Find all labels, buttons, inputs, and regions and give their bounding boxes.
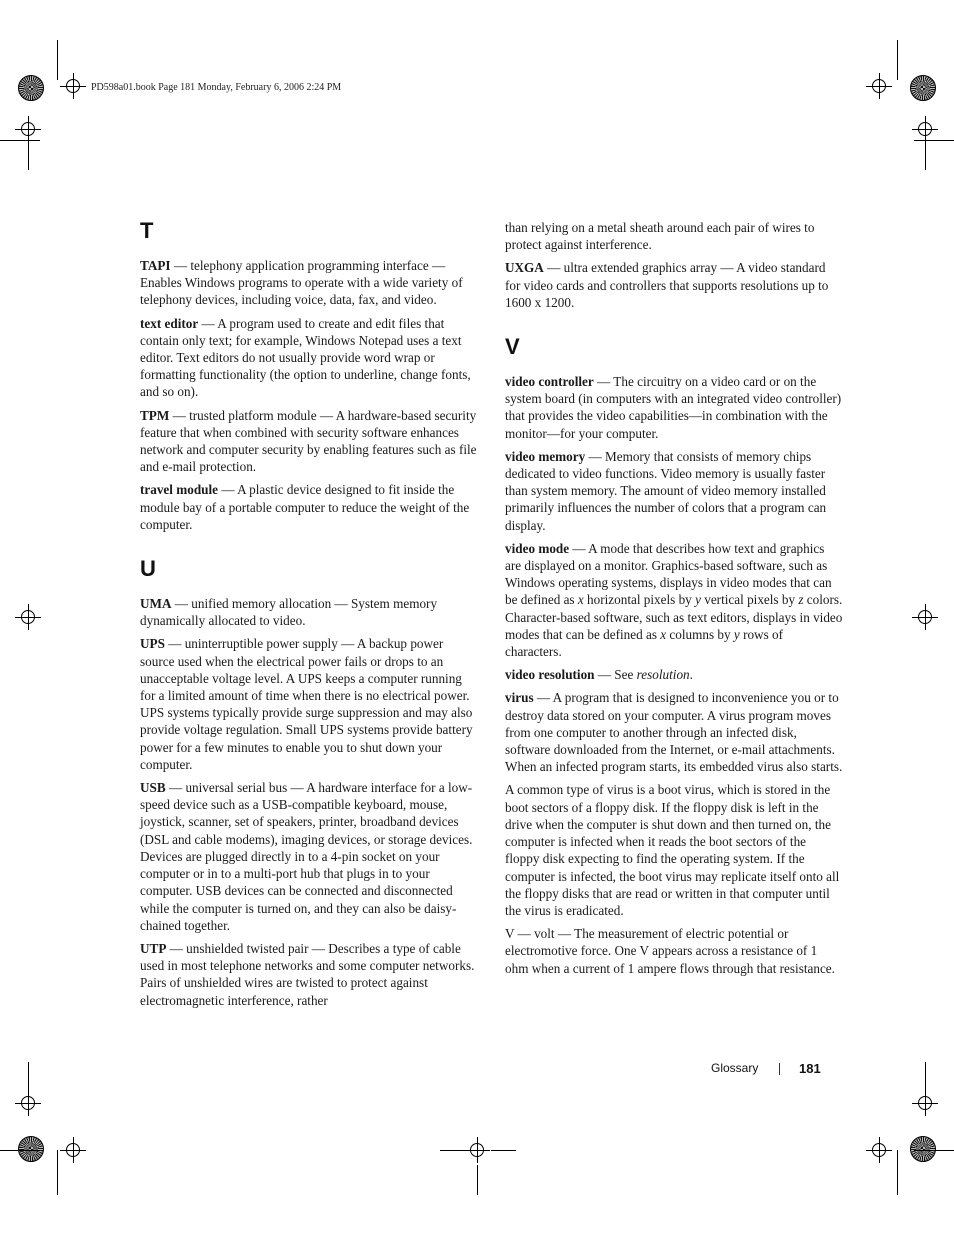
definition: — volt — The measurement of electric potential or electromotive force. One V appears across a resistance of 1 ohm when a current of 1 ampere flows through that resistance. [505,926,835,976]
variable: z [798,592,804,608]
term: UPS [140,636,165,652]
entry-virus [505,689,843,775]
entry-video-controller [505,373,843,442]
entry-video-resolution [505,666,843,683]
entry-text-editor [140,315,478,401]
registration-wheel-icon [18,1136,44,1162]
crop-line [491,1150,516,1151]
crop-line [897,1150,898,1195]
registration-wheel-icon [910,1136,936,1162]
entry-usb [140,779,478,934]
definition: — trusted platform module — A hardware-based security feature that when combined with security software enhances network and computer security by enabling features such as file and e-mail protection. [140,407,477,475]
crop-line [897,40,898,80]
crop-line [0,140,40,141]
crop-line [914,140,954,141]
page-number: 181 [799,1061,821,1076]
entry-uxga [505,259,843,311]
definition: — A mode that describes how text and graphics are displayed on a monitor. Graphics-based software, such as Windows operating systems, displays in video modes that can be defined as [505,540,832,608]
definition: — uninterruptible power supply — A backup power source used when the electrical power fails or drops to an unacceptable voltage level. A UPS keeps a computer running for a limited amount of time when there is no electrical power. UPS systems typically provide surge suppression and may also provide voltage regulation. Small UPS systems provide battery power for a few minutes to enable you to shut down your computer. [140,636,473,772]
entry-video-mode [505,540,843,660]
term: UXGA [505,260,544,276]
variable: x [660,626,667,642]
definition: rows of characters. [505,626,783,660]
term: UTP [140,940,167,956]
term: travel module [140,482,219,498]
variable: y [695,592,701,608]
entry-travel-module [140,481,478,533]
term: UMA [140,596,172,612]
entry-tpm [140,407,478,476]
term: video mode [505,540,570,556]
variable: x [577,592,584,608]
footer-section-label: Glossary [711,1061,759,1075]
entry-tapi [140,257,478,309]
entry-volt [505,925,843,977]
crop-line [477,1165,478,1195]
crop-line [57,1150,58,1195]
entry-virus-paragraph-2: A common type of virus is a boot virus, which is stored in the boot sectors of a floppy disk. If the floppy disk is left in the drive when the computer is shut down and then turned on, the computer is infected when it reads the boot sectors of the floppy disk expecting to find the operating system. If the computer is infected, the boot virus may replicate itself onto all the floppy disks that are read or written in that computer until the virus is eradicated. [505,782,840,918]
entry-ups [140,635,478,773]
registration-wheel-icon [910,75,936,101]
crop-line [925,135,926,170]
definition: — A plastic device designed to fit inside the module bay of a portable computer to reduce the weight of the computer. [140,482,470,532]
cross-reference: resolution [636,667,690,683]
crop-line [440,1150,465,1151]
definition: — telephony application programming interface — Enables Windows programs to operate with a wide variety of telephony devices, including voice, data, fax, and video. [140,258,463,308]
definition: — unified memory allocation — System memory dynamically allocated to video. [140,596,438,629]
definition: horizontal pixels by [583,592,696,608]
punctuation: . [689,667,693,683]
term: video memory [505,448,586,464]
term: USB [140,780,166,796]
definition: — A program used to create and edit files that contain only text; for example, Windows Notepad uses a text editor. Text editors do not usually provide word wrap or formatting functionality (the option to underline, change fonts, and so on). [140,315,471,400]
term: text editor [140,315,199,331]
definition: columns by [666,626,734,642]
term: virus [505,690,534,706]
footer-divider [779,1063,780,1075]
definition: — The circuitry on a video card or on the system board (in computers with an integrated video controller) that provides the video capabilities—in combination with the monitor—for your computer. [505,374,842,441]
crop-line [28,1062,29,1092]
crop-line [0,1150,40,1151]
entry-video-memory [505,448,843,534]
registration-wheel-icon [18,75,44,101]
section-letter-t: T [140,218,154,243]
entry-utp-continued: than relying on a metal sheath around each pair of wires to protect against interference. [505,220,815,253]
section-letter-u: U [140,556,156,582]
term: V [505,926,515,942]
definition: colors. Character-based software, such as text editors, displays in video modes that can be defined as [505,592,843,642]
definition: — universal serial bus — A hardware interface for a low-speed device such as a USB-compatible keyboard, mouse, joystick, scanner, set of speakers, printer, broadband devices (DSL and cable modems), imaging devices, or storage devices. Devices are plugged directly in to a 4-pin socket on your computer or in to a multi-port hub that plugs in to your computer. USB devices can be connected and disconnected while the computer is turned on, and they can also be daisy-chained together. [140,780,473,933]
term: TAPI [140,258,171,273]
definition: vertical pixels by [700,592,799,608]
definition: — Memory that consists of memory chips dedicated to video functions. Video memory is usually faster than system memory. The amount of video memory installed primarily influences the number of colors that a program can display. [505,448,827,533]
entry-utp [140,940,478,1009]
definition: — See [594,667,637,683]
left-column [140,219,478,1015]
print-slug: PD598a01.book Page 181 Monday, February 6, 2006 2:24 PM [91,82,342,93]
term: video controller [505,374,594,390]
right-column [505,219,843,983]
section-letter-v: V [505,334,520,360]
definition: — ultra extended graphics array — A video standard for video cards and controllers that supports resolutions up to 1600 x 1200. [505,260,829,310]
definition: — A program that is designed to inconvenience you or to destroy data stored on your computer. A virus program moves from one computer to another through an infected disk, software downloaded from the Internet, or e-mail attachments. When an infected program starts, its embedded virus also starts. [505,690,843,775]
crop-line [28,135,29,170]
term: video resolution [505,667,595,683]
crop-line [925,1062,926,1092]
definition: — unshielded twisted pair — Describes a type of cable used in most telephone networks and some computer networks. Pairs of unshielded wires are twisted to protect against electromagnetic interference, rather [140,940,475,1008]
crop-line [914,1150,954,1151]
entry-uma [140,595,478,629]
crop-line [57,40,58,80]
variable: y [733,626,740,642]
term: TPM [140,407,170,423]
